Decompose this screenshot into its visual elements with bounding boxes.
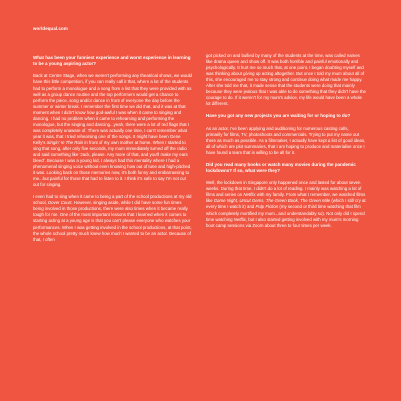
left-column xyxy=(33,55,193,249)
answer-paragraph: I even had to sing when it came to being a part of the school productions at my old school, Dover Court. However, singing aside, while I did have some fun times being involved in those productions, there were also times when it became really tough for me. One of the most important lessons that I learned when it comes to starting acting at a young age is that you can't please everyone who watches your performances. When I was getting involved in the school productions, at that point, the whole school pretty much knew how much I wanted to be an actor. Because of that, I often xyxy=(33,194,192,242)
answer-paragraph: got picked on and bullied by many of the students at the time, was called names like drama queen and show off. It was both horrible and painful emotionally and psychologically. It hurt me so much that, at one point, I began doubting myself and was thinking about giving up acting altogether. But once I told my mum about all of this, she encouraged me to stay strong and continue doing what made me happy. After she told me that, it made sense that the students were doing that mainly because they were jealous that I was able to do something that they didn't have the courage to do. If it weren't for my mum's advice, my life would have been a whole lot different. xyxy=(206,53,366,107)
answer-paragraph: As an actor, I've been applying and auditioning for numerous casting calls, primarily for films, TV, photoshoots and commercials. Trying to put my name out there as much as possible. As a filmmaker, I actually have kept a list of good ideas, all of which are plot summaries, that I am hoping to produce and materialise once I have found a team that is willing to be all for it. xyxy=(206,125,366,155)
question-heading: What has been your funniest experience and worst experience in learning to be a young aspiring actor? xyxy=(33,55,191,67)
question-heading: Have you got any new projects you are waiting for or hoping to do? xyxy=(206,113,351,119)
site-url: worldequal.com xyxy=(33,26,68,31)
answer-paragraph: Well, the lockdown in Singapore only happened once and lasted for about seven weeks. During that time, I didn't do a lot of reading. I mainly was watching a lot of films and series on Netflix with my family. From what I remember, we watched films like Game Night, Uncut Gems, The Green Book, The Green Mile (which I still cry at every time I watch it) and Pulp Fiction (my second or third time watching that film which completely mortified my mum...and understandably so). Not only did I spend time watching Netflix, but I also started getting involved with my mum's morning boot camp sessions via Zoom about three to four times per week. xyxy=(206,180,366,228)
right-column xyxy=(206,53,366,235)
question-heading: Did you read many books or watch many movies during the pandemic lockdowns? If so, what were they? xyxy=(206,161,356,174)
answer-paragraph: Back at Centre Stage, when we weren't performing any theatrical shows, we would have this little competition, if you can really call it that, where a lot of the students had to perform a monologue and a song from a list that they were provided with as well as a group dance routine and the top performers would get a chance to perform the piece, song and/or dance in front of everyone the day before the summer or winter break. I remember the first time we did that, and it was at that moment when I didn't know how god-awful I was when it came to singing and dancing. I had no problem when it came to rehearsing and performing the monologue, but the singing and dancing...yeah, there were a lot of red flags that I was completely unaware of. There was actually one time, I can't remember what year it was, that I tried rehearsing one of the songs. It might have been Gene Kelly's Singin' In The Rain in front of my own mother at home. When I started to sing that song, after only five seconds, my mum immediately turned off the radio and said something like 'Jack, please. Any more of that, and you'll make my ears bleed'. Because I was a young kid, I always had this mentality where I had a phenomenal singing voice without even knowing how out of tune and high-pitched it was. Looking back on those memories now, it's both funny and embarrassing to me...but painful for those that had to listen to it. I think it's safe to say I'm not cut out for singing. xyxy=(33,73,192,188)
